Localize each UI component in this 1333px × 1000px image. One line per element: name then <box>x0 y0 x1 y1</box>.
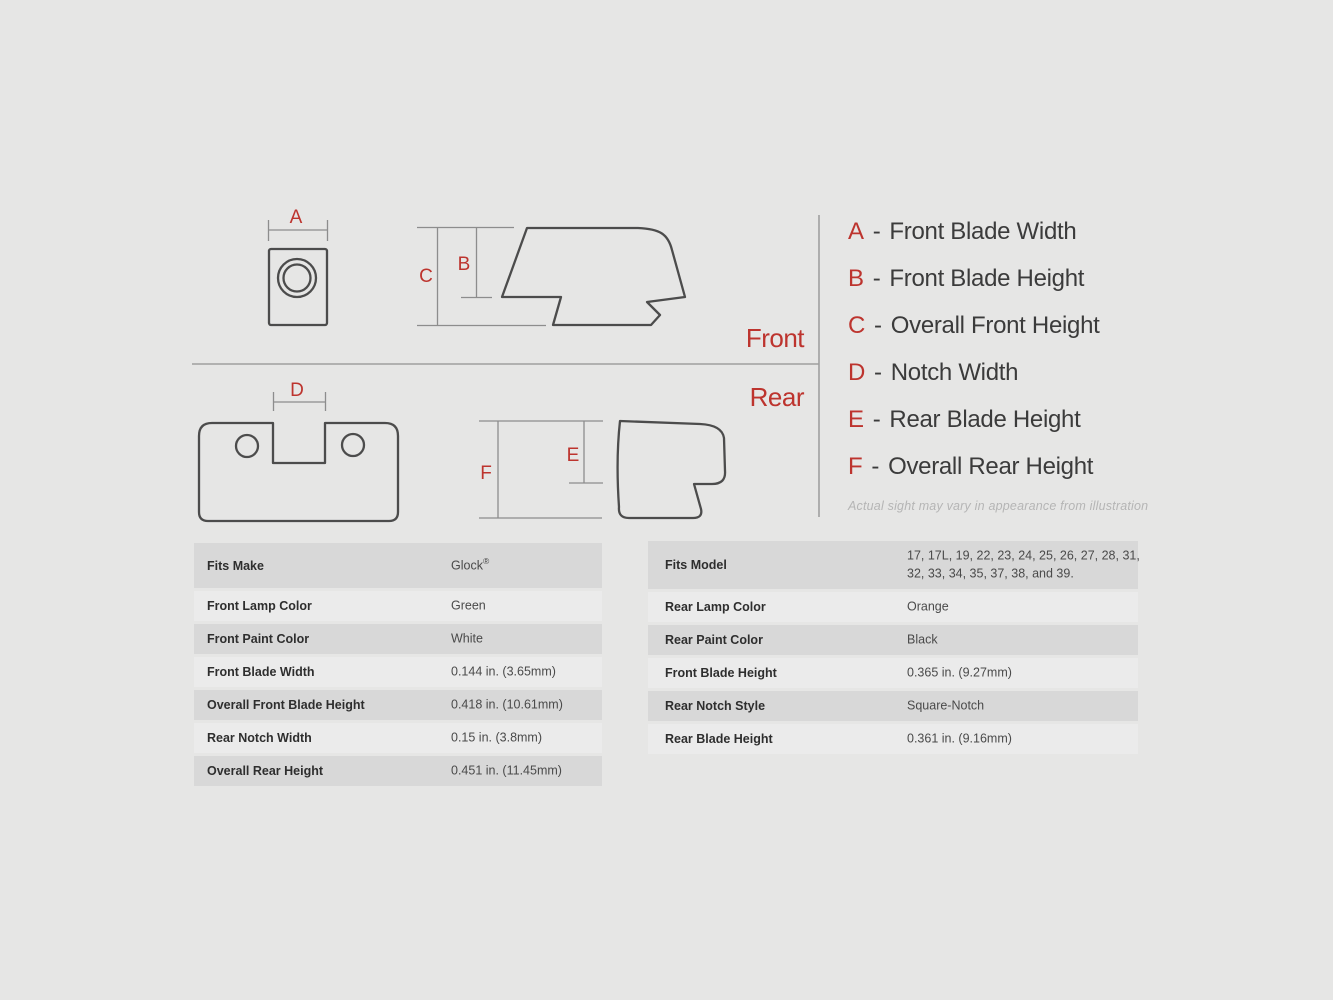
legend-item-f <box>848 443 1100 490</box>
registered-mark: ® <box>482 555 490 566</box>
legend-separator: - <box>871 452 880 480</box>
spec-label: Front Blade Width <box>207 665 315 679</box>
spec-row-rear-paint-color <box>648 625 1138 655</box>
rear-section-label: Rear <box>749 382 804 412</box>
spec-value: 17, 17L, 19, 22, 23, 24, 25, 26, 27, 28, 31, 32, 33, 34, 35, 37, 38, and 39. <box>907 548 1140 580</box>
legend-key: E <box>848 405 864 433</box>
legend-item-e <box>848 396 1100 443</box>
spec-row-front-lamp-color <box>194 591 602 621</box>
legend-item-a <box>848 208 1100 255</box>
rear-lamp-right-circle <box>342 434 364 456</box>
spec-value: 0.15 in. (3.8mm) <box>451 730 543 745</box>
spec-row-front-paint-color <box>194 624 602 654</box>
spec-value: White <box>451 631 483 646</box>
legend-label: Overall Rear Height <box>888 452 1094 480</box>
spec-row-overall-front-blade-height <box>194 690 602 720</box>
legend-label: Notch Width <box>890 358 1019 386</box>
legend-separator: - <box>872 405 881 433</box>
spec-value: Green <box>451 598 486 613</box>
legend-separator: - <box>872 264 881 292</box>
spec-value: 0.451 in. (11.45mm) <box>451 763 562 778</box>
legend-key: F <box>848 452 863 480</box>
spec-label: Fits Make <box>207 558 264 573</box>
legend-separator: - <box>874 358 882 386</box>
spec-label: Front Blade Height <box>665 666 777 680</box>
spec-row-fits-model <box>648 541 1138 589</box>
spec-value: 0.144 in. (3.65mm) <box>451 664 556 679</box>
spec-row-fits-make <box>194 543 602 588</box>
spec-label: Front Paint Color <box>207 632 310 646</box>
dim-label-d: D <box>290 380 304 401</box>
spec-label: Rear Notch Width <box>207 731 312 745</box>
legend-item-b <box>848 255 1100 302</box>
legend-label: Front Blade Width <box>889 217 1077 245</box>
dim-label-a: A <box>289 207 303 228</box>
rear-sight-body-outline <box>199 423 398 521</box>
spec-value: Black <box>907 632 938 647</box>
dim-label-c: C <box>419 266 433 287</box>
front-lamp-inner-circle <box>284 265 311 292</box>
spec-value: Square-Notch <box>907 698 985 713</box>
spec-label: Front Lamp Color <box>207 599 312 613</box>
dimension-legend <box>848 208 1100 490</box>
front-sight-profile-outline <box>502 228 685 325</box>
legend-key: B <box>848 264 864 292</box>
front-sight-side-profile <box>417 228 685 326</box>
spec-value: 0.365 in. (9.27mm) <box>907 665 1012 680</box>
legend-label: Overall Front Height <box>890 311 1100 339</box>
legend-key: D <box>848 358 866 386</box>
rear-lamp-left-circle <box>236 435 258 457</box>
spec-row-front-blade-width <box>194 657 602 687</box>
rear-sight-side-profile <box>479 421 725 518</box>
spec-row-rear-notch-style <box>648 691 1138 721</box>
dim-label-b: B <box>457 254 471 275</box>
disclaimer-text: Actual sight may vary in appearance from illustration <box>848 499 1149 513</box>
dim-label-f: F <box>480 463 492 484</box>
legend-item-c <box>848 302 1100 349</box>
front-section-label: Front <box>745 323 804 353</box>
spec-row-overall-rear-height <box>194 756 602 786</box>
spec-row-rear-notch-width <box>194 723 602 753</box>
dim-label-e: E <box>566 445 580 466</box>
spec-label: Rear Notch Style <box>665 699 766 713</box>
front-sight-body-outline <box>269 249 327 325</box>
spec-table-left <box>194 543 602 789</box>
legend-item-d <box>848 349 1100 396</box>
spec-value: Orange <box>907 599 949 614</box>
spec-label: Rear Lamp Color <box>665 600 766 614</box>
front-sight-front-view <box>269 207 328 325</box>
legend-label: Rear Blade Height <box>889 405 1081 433</box>
spec-row-rear-lamp-color <box>648 592 1138 622</box>
spec-label: Rear Paint Color <box>665 633 763 647</box>
legend-separator: - <box>874 311 882 339</box>
spec-label: Rear Blade Height <box>665 732 773 746</box>
spec-table-right <box>648 541 1138 757</box>
spec-label: Overall Front Blade Height <box>207 698 365 712</box>
spec-label: Fits Model <box>665 558 727 572</box>
rear-sight-profile-outline <box>618 421 725 518</box>
spec-label: Overall Rear Height <box>207 764 324 778</box>
spec-row-rear-blade-height <box>648 724 1138 754</box>
legend-separator: - <box>872 217 881 245</box>
spec-value <box>451 557 489 575</box>
legend-label: Front Blade Height <box>889 264 1085 292</box>
spec-value-text: Glock <box>451 557 483 572</box>
spec-row-front-blade-height <box>648 658 1138 688</box>
legend-key: A <box>848 217 864 245</box>
spec-value: 0.418 in. (10.61mm) <box>451 697 563 712</box>
spec-value: 0.361 in. (9.16mm) <box>907 731 1012 746</box>
legend-key: C <box>848 311 866 339</box>
rear-sight-rear-view <box>199 380 398 521</box>
